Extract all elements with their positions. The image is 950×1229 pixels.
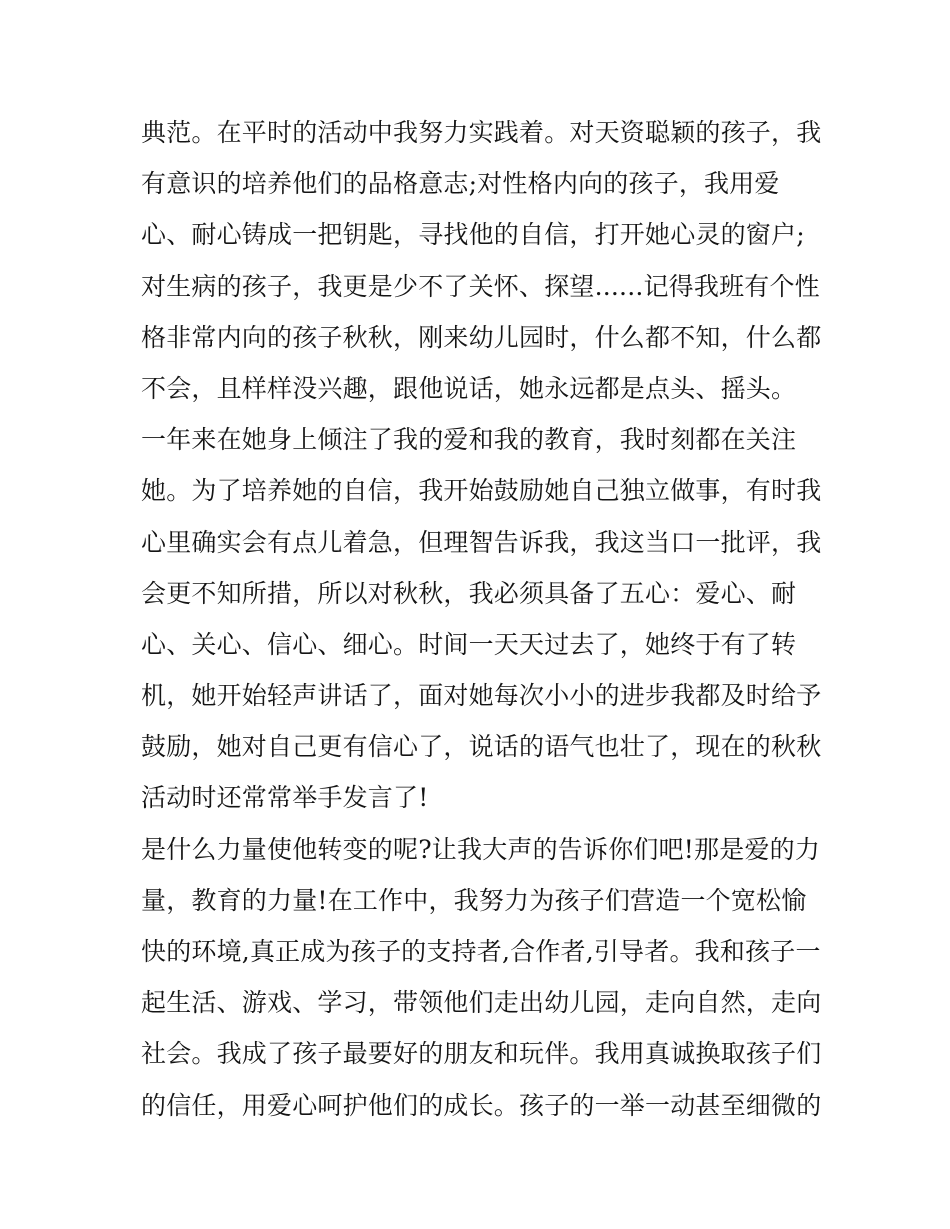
text-line: 会更不知所措，所以对秋秋，我必须具备了五心：爱心、耐	[141, 578, 797, 608]
text-line: 心、耐心铸成一把钥匙，寻找他的自信，打开她心灵的窗户;	[141, 220, 805, 250]
text-line: 心里确实会有点儿着急，但理智告诉我，我这当口一批评，我	[141, 527, 821, 557]
text-line: 快的环境,真正成为孩子的支持者,合作者,引导者。我和孩子一	[141, 937, 821, 966]
text-line: 她。为了培养她的自信，我开始鼓励她自己独立做事，有时我	[141, 476, 821, 506]
text-line: 典范。在平时的活动中我努力实践着。对天资聪颖的孩子，我	[141, 118, 821, 147]
text-line: 的信任，用爱心呵护他们的成长。孩子的一举一动甚至细微的	[141, 1090, 821, 1120]
text-line: 活动时还常常举手发言了!	[141, 783, 429, 813]
text-line: 量，教育的力量!在工作中，我努力为孩子们营造一个宽松愉	[141, 885, 807, 915]
text-line: 有意识的培养他们的品格意志;对性格内向的孩子，我用爱	[141, 169, 780, 199]
text-line: 社会。我成了孩子最要好的朋友和玩伴。我用真诚换取孩子们	[141, 1039, 821, 1069]
text-line: 是什么力量使他转变的呢?让我大声的告诉你们吧!那是爱的力	[141, 834, 821, 864]
document-body	[141, 107, 821, 1131]
text-line: 机，她开始轻声讲话了，面对她每次小小的进步我都及时给予	[141, 681, 821, 711]
text-line: 心、关心、信心、细心。时间一天天过去了，她终于有了转	[141, 629, 797, 659]
text-line: 鼓励，她对自己更有信心了，说话的语气也壮了，现在的秋秋	[141, 732, 821, 762]
text-line: 格非常内向的孩子秋秋，刚来幼儿园时，什么都不知，什么都	[141, 322, 821, 352]
text-line: 不会，且样样没兴趣，跟他说话，她永远都是点头、摇头。	[141, 373, 797, 403]
text-line: 对生病的孩子，我更是少不了关怀、探望......记得我班有个性	[141, 271, 820, 301]
text-line: 起生活、游戏、学习，带领他们走出幼儿园，走向自然，走向	[141, 988, 821, 1018]
text-line: 一年来在她身上倾注了我的爱和我的教育，我时刻都在关注	[141, 425, 797, 455]
